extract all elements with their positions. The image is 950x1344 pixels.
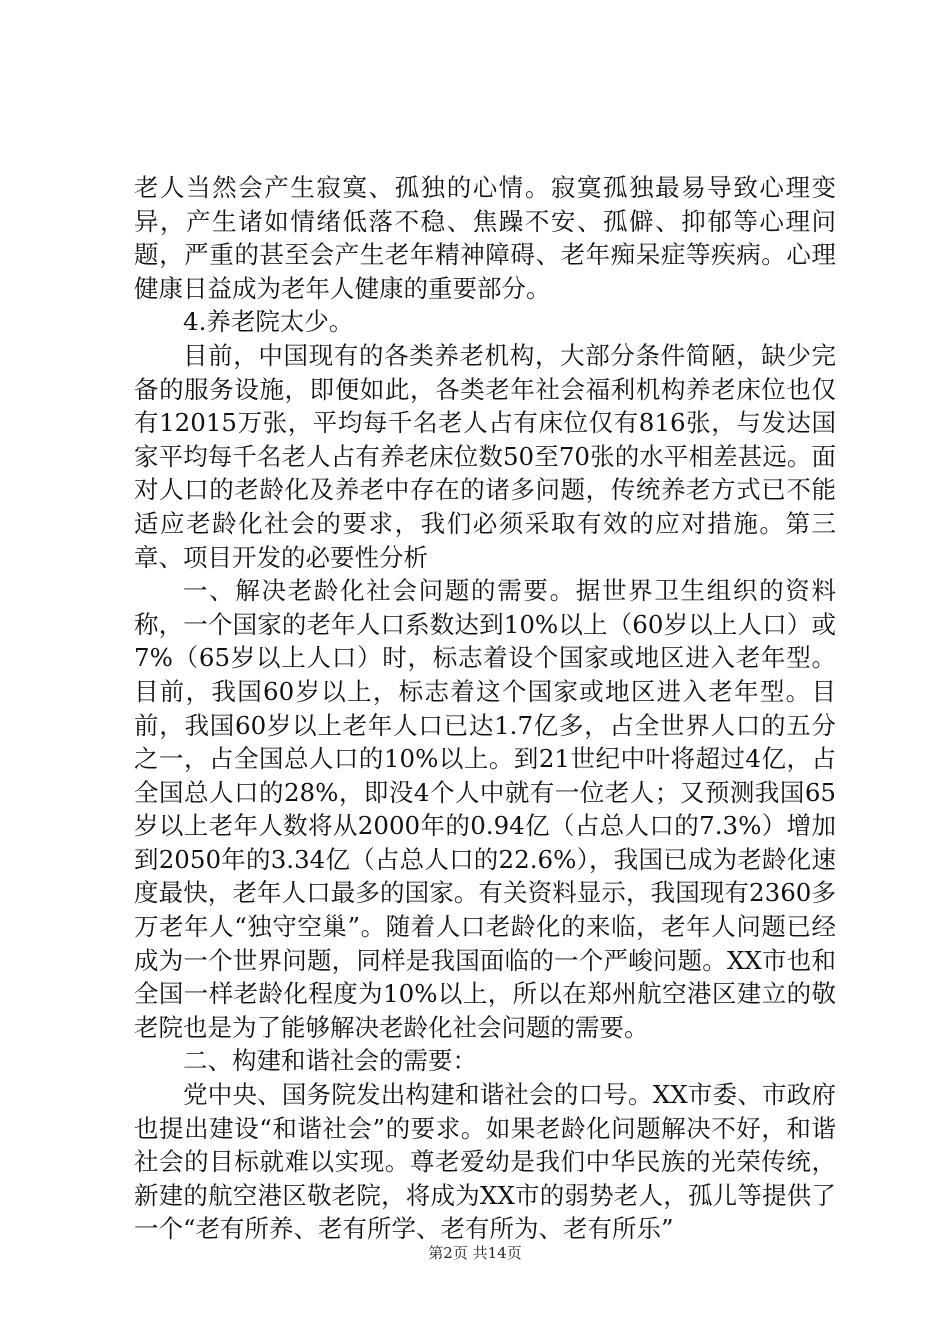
paragraph-heading-4: 4.养老院太少。 [183,307,354,337]
paragraph-harmony-heading: 二、构建和谐社会的需要： [183,1046,477,1076]
paragraph-harmony-society: 党中央、国务院发出构建和谐社会的口号。XX市委、市政府也提出建设“和谐社会”的要求。如果老龄化问题解决不好，和谐社会的目标就难以实现。尊老爱幼是我们中华民族的光荣传统，新建的航空港区敬老院，将成为XX市的弱势老人，孤儿等提供了一个“老有所养、老有所学、老有所为、老有所乐” [134,1080,836,1244]
page-indicator: 第2页 共14页 [428,1244,522,1262]
paragraph-bed-statistics: 目前，中国现有的各类养老机构，大部分条件简陋，缺少完备的服务设施，即便如此，各类老年社会福利机构养老床位也仅有12015万张，平均每千名老人占有床位仅有816张，与发达国家平均每千名老人占有养老床位数50至70张的水平相差甚远。面对人口的老龄化及养老中存在的诸多问题，传统养老方式已不能适应老龄化社会的要求，我们必须采取有效的应对措施。第三章、项目开发的必要性分析 [134,340,836,572]
page-footer [0,1243,950,1263]
paragraph-continuation: 老人当然会产生寂寞、孤独的心情。寂寞孤独最易导致心理变异，产生诸如情绪低落不稳、焦躁不安、孤僻、抑郁等心理问题，严重的甚至会产生老年精神障碍、老年痴呆症等疾病。心理健康日益成为老年人健康的重要部分。 [134,173,836,303]
document-body [134,171,836,1246]
paragraph-aging-society: 一、解决老龄化社会问题的需要。据世界卫生组织的资料称，一个国家的老年人口系数达到10%以上（60岁以上人口）或7%（65岁以上人口）时，标志着设个国家或地区进入老年型。目前，我国60岁以上，标志着这个国家或地区进入老年型。目前，我国60岁以上老年人口已达1.7亿多，占全世界人口的五分之一，占全国总人口的10%以上。到21世纪中叶将超过4亿，占全国总人口的28%，即没4个人中就有一位老人；又预测我国65岁以上老年人数将从2000年的0.94亿（占总人口的7.3%）增加到2050年的3.34亿（占总人口的22.6%），我国已成为老龄化速度最快，老年人口最多的国家。有关资料显示，我国现有2360多万老年人“独守空巢”。随着人口老龄化的来临，老年人问题已经成为一个世界问题，同样是我国面临的一个严峻问题。XX市也和全国一样老龄化程度为10%以上，所以在郑州航空港区建立的敬老院也是为了能够解决老龄化社会问题的需要。 [134,576,836,1042]
